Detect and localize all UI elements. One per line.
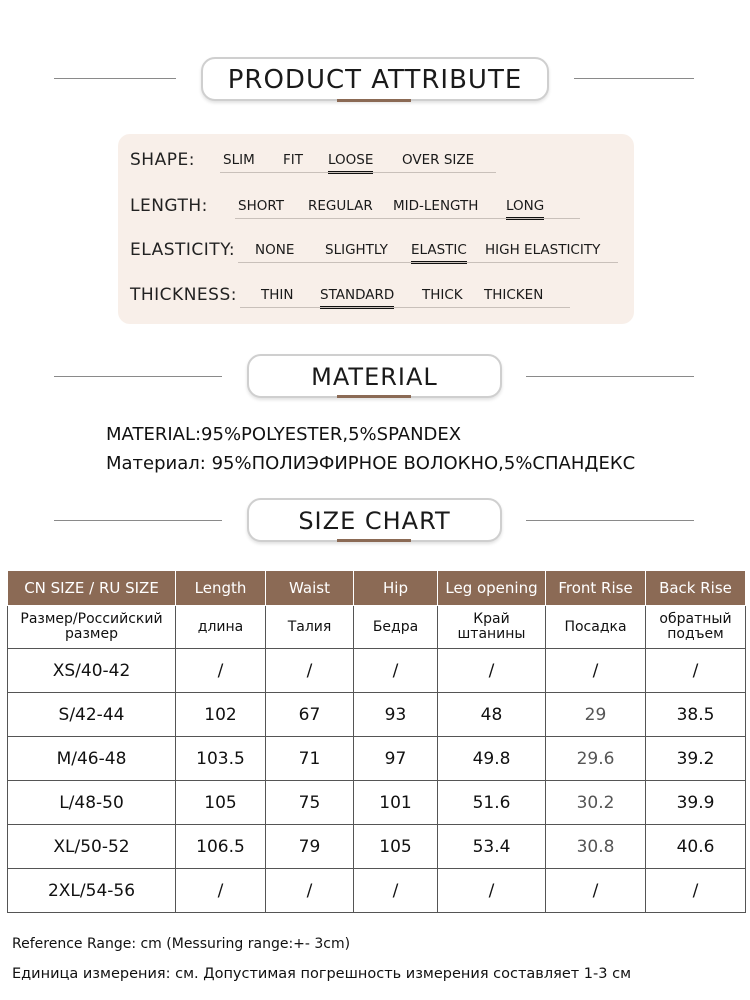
cell: / xyxy=(646,869,746,913)
cell-size: S/42-44 xyxy=(8,693,176,737)
attr-option-selected: ELASTIC xyxy=(411,242,467,258)
attr-row-shape xyxy=(130,148,630,176)
material-ru: Материал: 95%ПОЛИЭФИРНОЕ ВОЛОКНО,5%СПАНДЕКС xyxy=(106,453,636,474)
table-header-row xyxy=(8,571,746,606)
cell: / xyxy=(546,649,646,693)
table-row xyxy=(8,693,746,737)
ru-header-waist: Талия xyxy=(266,606,354,649)
attr-option: SLIGHTLY xyxy=(325,242,388,258)
cell: / xyxy=(176,869,266,913)
material-title: MATERIAL xyxy=(311,363,438,391)
size-chart-header xyxy=(0,498,750,544)
section-title xyxy=(201,57,549,101)
attr-option: SLIM xyxy=(223,152,255,168)
header-waist: Waist xyxy=(266,571,354,606)
header-size: CN SIZE / RU SIZE xyxy=(8,571,176,606)
cell: / xyxy=(546,869,646,913)
attribute-panel xyxy=(118,134,634,324)
section-title xyxy=(247,354,502,398)
cell: / xyxy=(266,869,354,913)
divider-left xyxy=(54,78,176,79)
cell: 30.8 xyxy=(546,825,646,869)
table-row xyxy=(8,825,746,869)
cell: 105 xyxy=(176,781,266,825)
cell: 39.9 xyxy=(646,781,746,825)
attr-option-selected: LOOSE xyxy=(328,152,374,168)
cell-size: XS/40-42 xyxy=(8,649,176,693)
title-accent-bar xyxy=(337,539,411,542)
table-row xyxy=(8,781,746,825)
size-table xyxy=(7,570,746,913)
cell: / xyxy=(438,649,546,693)
header-back-rise: Back Rise xyxy=(646,571,746,606)
attr-label: THICKNESS: xyxy=(130,285,237,305)
table-row xyxy=(8,869,746,913)
material-header xyxy=(0,354,750,400)
table-row xyxy=(8,737,746,781)
divider-right xyxy=(526,520,694,521)
cell: 51.6 xyxy=(438,781,546,825)
cell: 39.2 xyxy=(646,737,746,781)
attr-option: FIT xyxy=(283,152,303,168)
attr-underline xyxy=(240,307,570,308)
ru-header-leg-opening: Край штанины xyxy=(438,606,546,649)
cell: 71 xyxy=(266,737,354,781)
attr-label: SHAPE: xyxy=(130,150,195,170)
cell: 67 xyxy=(266,693,354,737)
cell: 93 xyxy=(354,693,438,737)
attr-underline xyxy=(235,218,580,219)
cell: 30.2 xyxy=(546,781,646,825)
cell: 48 xyxy=(438,693,546,737)
attr-option: THIN xyxy=(261,287,294,303)
cell: 106.5 xyxy=(176,825,266,869)
attr-option: SHORT xyxy=(238,198,284,214)
attr-option: HIGH ELASTICITY xyxy=(485,242,601,258)
cell: / xyxy=(646,649,746,693)
attr-row-thickness xyxy=(130,283,630,311)
divider-left xyxy=(54,520,222,521)
attr-option: NONE xyxy=(255,242,295,258)
cell: / xyxy=(354,649,438,693)
attr-option: REGULAR xyxy=(308,198,373,214)
attr-row-elasticity xyxy=(130,238,630,266)
cell-size: L/48-50 xyxy=(8,781,176,825)
attr-option-selected: LONG xyxy=(506,198,545,214)
section-title xyxy=(247,498,502,542)
product-attribute-header xyxy=(0,57,750,103)
cell: 103.5 xyxy=(176,737,266,781)
cell: / xyxy=(354,869,438,913)
cell: 79 xyxy=(266,825,354,869)
attr-option: THICKEN xyxy=(484,287,544,303)
cell: 40.6 xyxy=(646,825,746,869)
ru-header-size: Размер/Российский размер xyxy=(8,606,176,649)
cell: 105 xyxy=(354,825,438,869)
cell: / xyxy=(266,649,354,693)
attr-option-selected: STANDARD xyxy=(320,287,395,303)
attr-label: LENGTH: xyxy=(130,196,208,216)
header-hip: Hip xyxy=(354,571,438,606)
attr-option: OVER SIZE xyxy=(402,152,475,168)
product-attribute-title: PRODUCT ATTRIBUTE xyxy=(227,65,523,95)
cell-size: 2XL/54-56 xyxy=(8,869,176,913)
divider-left xyxy=(54,376,222,377)
attr-row-length xyxy=(130,194,630,222)
attr-label: ELASTICITY: xyxy=(130,240,236,260)
reference-note-ru: Единица измерения: см. Допустимая погрешность измерения составляет 1-3 см xyxy=(12,966,632,982)
title-accent-bar xyxy=(337,99,411,102)
cell-size: XL/50-52 xyxy=(8,825,176,869)
title-accent-bar xyxy=(337,395,411,398)
ru-header-hip: Бедра xyxy=(354,606,438,649)
cell-size: M/46-48 xyxy=(8,737,176,781)
table-row xyxy=(8,649,746,693)
cell: 53.4 xyxy=(438,825,546,869)
cell: 75 xyxy=(266,781,354,825)
header-front-rise: Front Rise xyxy=(546,571,646,606)
cell: 49.8 xyxy=(438,737,546,781)
divider-right xyxy=(526,376,694,377)
cell: 102 xyxy=(176,693,266,737)
attr-underline xyxy=(220,172,496,173)
cell: / xyxy=(176,649,266,693)
attr-underline xyxy=(238,262,618,263)
cell: 101 xyxy=(354,781,438,825)
ru-header-front-rise: Посадка xyxy=(546,606,646,649)
material-en: MATERIAL:95%POLYESTER,5%SPANDEX xyxy=(106,424,462,445)
cell: / xyxy=(438,869,546,913)
header-leg-opening: Leg opening xyxy=(438,571,546,606)
reference-note-en: Reference Range: cm (Messuring range:+- 3cm) xyxy=(12,936,351,952)
cell: 29 xyxy=(546,693,646,737)
ru-header-back-rise: обратный подъем xyxy=(646,606,746,649)
cell: 29.6 xyxy=(546,737,646,781)
cell: 38.5 xyxy=(646,693,746,737)
table-ru-header-row xyxy=(8,606,746,649)
divider-right xyxy=(574,78,694,79)
cell: 97 xyxy=(354,737,438,781)
ru-header-length: длина xyxy=(176,606,266,649)
header-length: Length xyxy=(176,571,266,606)
attr-option: MID-LENGTH xyxy=(393,198,479,214)
size-chart-title: SIZE CHART xyxy=(298,507,451,535)
attr-option: THICK xyxy=(422,287,463,303)
